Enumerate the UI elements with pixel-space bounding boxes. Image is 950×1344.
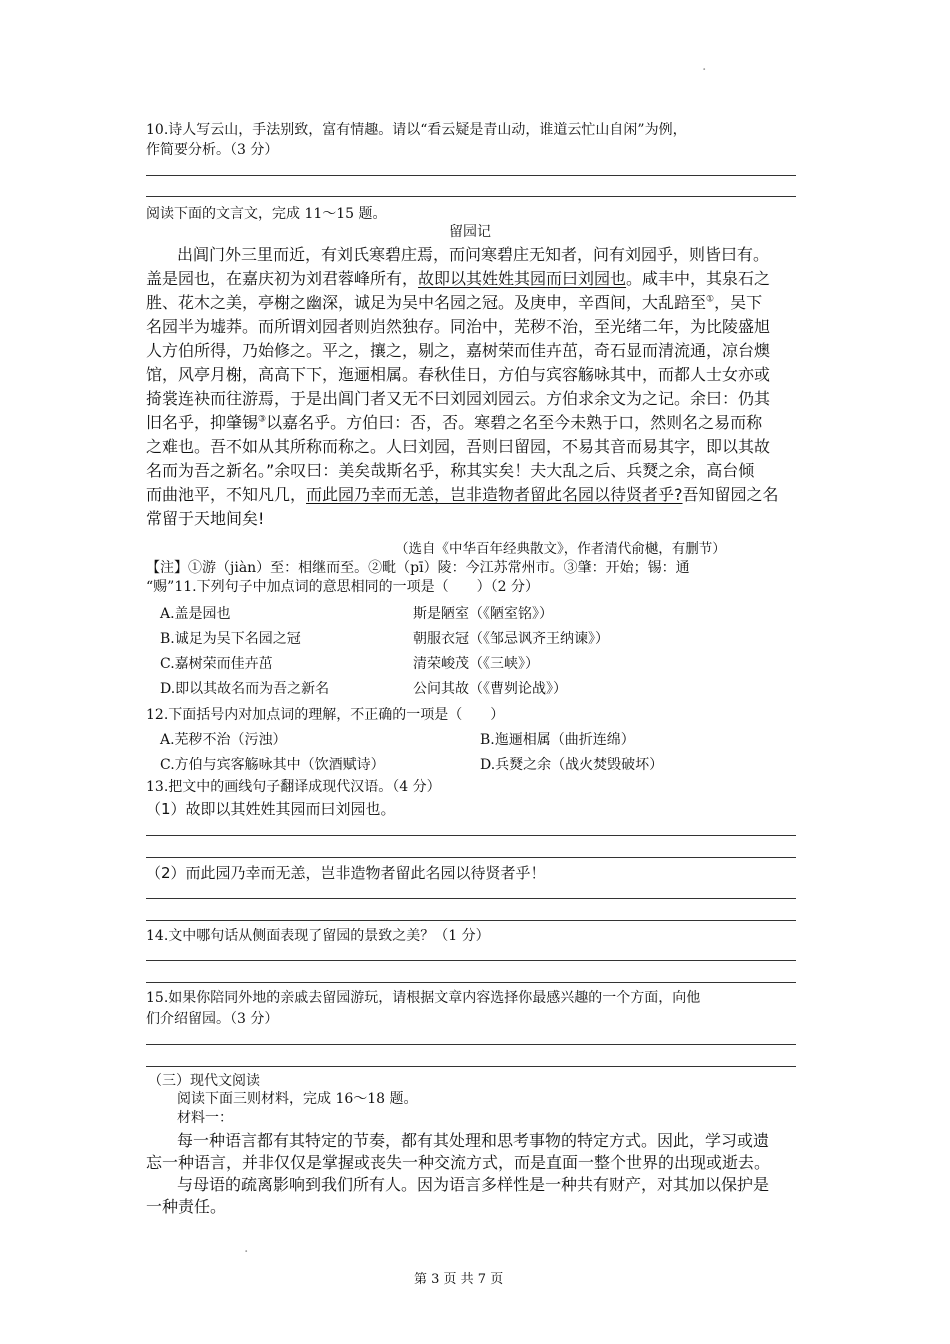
page-footer: 第 3 页 共 7 页	[414, 1272, 504, 1287]
answer-line	[146, 898, 796, 899]
notes: 【注】①游（jiàn）至：相继而至。②毗（pī）陵：今江苏常州市。③肇：开始；锡：通	[146, 560, 690, 576]
q15-line2: 们介绍留园。（3 分）	[146, 1011, 279, 1027]
passage-text: 吾知留园之名	[682, 485, 779, 504]
q11-option-d: D.即以其故名而为吾之新名	[160, 681, 330, 697]
passage-text: 胜、花木之美，亭榭之幽深，诚足为吴中名园之冠。及庚申，辛酉间，大乱踣至	[146, 293, 707, 312]
passage-line: 名而为吾之新名。”余叹曰：美矣哉斯名乎，称其实矣！夫大乱之后、兵燹之余，高台倾	[146, 461, 755, 480]
material-text: 每一种语言都有其特定的节奏，都有其处理和思考事物的特定方式。因此，学习或遗	[177, 1131, 770, 1150]
q12-option-b: B.迤逦相属（曲折连绵）	[480, 732, 635, 748]
answer-line	[146, 960, 796, 961]
q11-option-a-ref: 斯是陋室（《陋室铭》）	[413, 606, 553, 622]
answer-line	[146, 175, 796, 176]
section-intro: 阅读下面三则材料，完成 16～18 题。	[177, 1091, 418, 1107]
passage-line: 出阊门外三里而近，有刘氏寒碧庄焉，而问寒碧庄无知者，问有刘园乎，则皆曰有。	[177, 245, 770, 264]
section-heading: （三）现代文阅读	[148, 1073, 260, 1089]
answer-line	[146, 920, 796, 921]
notes-continued: “赐”	[146, 579, 175, 595]
material-text: 与母语的疏离影响到我们所有人。因为语言多样性是一种共有财产，对其加以保护是	[177, 1175, 770, 1194]
passage-text: 而曲池平，不知凡几，	[146, 485, 307, 504]
material-text: 一种责任。	[146, 1197, 227, 1216]
bottom-mark: ·	[244, 1244, 249, 1260]
top-mark: ·	[702, 62, 707, 78]
material-text: 忘一种语言，并非仅仅是掌握或丧失一种交流方式，而是直面一整个世界的出现或逝去。	[146, 1153, 771, 1172]
material-label: 材料一：	[177, 1110, 233, 1126]
passage-text: 以嘉名乎。方伯曰：否，否。寒碧之名至今未熟于口，然则名之易而称	[266, 413, 763, 432]
q14-stem: 14.文中哪句话从侧面表现了留园的景致之美？（1 分）	[146, 928, 490, 944]
q12-option-a: A.芜秽不治（污浊）	[160, 732, 287, 748]
source-citation: （选自《中华百年经典散文》，作者清代俞樾，有删节）	[395, 541, 726, 557]
underlined-sentence-2: 而此园乃幸而无恙，岂非造物者留此名园以待贤者乎?	[306, 485, 683, 504]
q11-stem	[146, 576, 539, 596]
answer-line	[146, 835, 796, 836]
q13-sentence-1: （1）故即以其姓姓其园而曰刘园也。	[146, 800, 396, 818]
q13-stem: 13.把文中的画线句子翻译成现代汉语。（4 分）	[146, 779, 441, 795]
q12-stem: 12.下面括号内对加点词的理解，不正确的一项是（ ）	[146, 707, 505, 723]
passage-line	[146, 482, 779, 505]
underlined-sentence-1: 故即以其姓姓其园而曰刘园也	[418, 269, 627, 288]
passage-text: ，吴下	[714, 293, 763, 312]
q11-stem-text: 11.下列句子中加点词的意思相同的一项是（ ）（2 分）	[174, 579, 539, 595]
q11-option-b-ref: 朝服衣冠（《邹忌讽齐王纳谏》）	[413, 631, 609, 647]
passage-title: 留园记	[449, 224, 491, 240]
q13-sentence-2: （2）而此园乃幸而无恙，岂非造物者留此名园以待贤者乎！	[146, 864, 546, 882]
answer-line	[146, 196, 796, 197]
q11-option-d-ref: 公问其故（《曹刿论战》）	[413, 681, 567, 697]
passage-line: 掎裳连袂而往游焉，于是出阊门者又无不曰刘园刘园云。方伯求余文为之记。余曰：仍其	[146, 389, 771, 408]
passage-line: 常留于天地间矣!	[146, 509, 265, 528]
note-marker: ①	[706, 294, 715, 305]
q11-option-a: A.盖是园也	[160, 606, 231, 622]
q12-option-c: C.方伯与宾客觞咏其中（饮酒赋诗）	[160, 757, 385, 773]
passage-line	[146, 266, 770, 289]
q11-option-b: B.诚足为吴下名园之冠	[160, 631, 301, 647]
passage-line: 之难也。吾不如从其所称而称之。人曰刘园，吾则曰留园，不易其音而易其字，即以其故	[146, 437, 771, 456]
q10-line2: 作简要分析。（3 分）	[146, 142, 279, 158]
passage-line	[146, 410, 762, 433]
answer-line	[146, 1066, 796, 1067]
passage-text: 。咸丰中，其泉石之	[626, 269, 771, 288]
passage-line	[146, 290, 762, 313]
q11-option-c: C.嘉树荣而佳卉茁	[160, 656, 273, 672]
answer-line	[146, 982, 796, 983]
note-marker: ③	[258, 414, 267, 425]
q10-line1: 10.诗人写云山，手法别致，富有情趣。请以“看云疑是青山动，谁道云忙山自闲”为例，	[146, 122, 687, 138]
passage-text: 旧名乎，抑肇锡	[146, 413, 259, 432]
passage-line: 名园半为墟莽。而所谓刘园者则岿然独存。同治中，芜秽不治，至光绪二年，为比陵盛旭	[146, 317, 771, 336]
passage-line: 人方伯所得，乃始修之。平之，攘之，剔之，嘉树荣而佳卉茁，奇石显而清流通，凉台燠	[146, 341, 771, 360]
q11-option-c-ref: 清荣峻茂（《三峡》）	[413, 656, 539, 672]
answer-line	[146, 1044, 796, 1045]
passage-text: 盖是园也，在嘉庆初为刘君蓉峰所有，	[146, 269, 419, 288]
q12-option-d: D.兵燹之余（战火焚毁破坏）	[480, 757, 664, 773]
intro-11-15: 阅读下面的文言文，完成 11～15 题。	[146, 206, 387, 222]
passage-line: 馆，风亭月榭，高高下下，迤逦相属。春秋佳日，方伯与宾容觞咏其中，而都人士女亦或	[146, 365, 771, 384]
q15-line1: 15.如果你陪同外地的亲戚去留园游玩，请根据文章内容选择你最感兴趣的一个方面，向他	[146, 990, 701, 1006]
answer-line	[146, 857, 796, 858]
